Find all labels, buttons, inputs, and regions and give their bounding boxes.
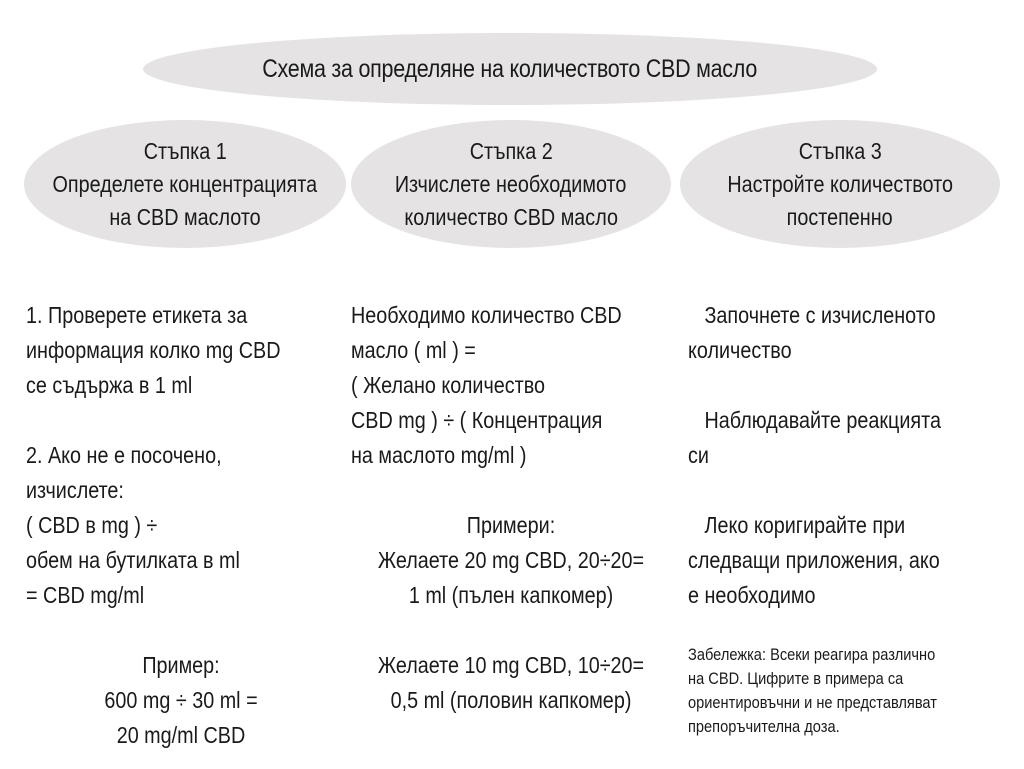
examples-heading: Примери: xyxy=(466,512,556,538)
note-line: Забележка: Всеки реагира различно xyxy=(688,645,936,664)
example-line: 20 mg/ml CBD xyxy=(116,722,246,748)
formula-line: ( CBD в mg ) ÷ xyxy=(26,512,158,538)
page-title: Схема за определяне на количеството CBD масло xyxy=(262,54,758,83)
formula-line: = CBD mg/ml xyxy=(26,582,145,608)
step-1-header xyxy=(24,120,346,248)
instruction-line: Леко коригирайте при xyxy=(688,512,906,538)
example-line: Желаете 10 mg CBD, 10÷20= xyxy=(377,652,645,678)
step-3-label: Стъпка 3 xyxy=(798,137,882,164)
title-banner xyxy=(143,33,877,105)
instruction-line: 1. Проверете етикета за xyxy=(26,302,248,328)
formula-line: ( Желано количество xyxy=(351,372,545,398)
step-1-title-line2: на CBD маслото xyxy=(109,203,261,230)
formula-line: масло ( ml ) = xyxy=(351,337,476,363)
step-3-header xyxy=(680,120,1000,248)
instruction-line: информация колко mg CBD xyxy=(26,337,281,363)
step-1-content xyxy=(26,298,336,753)
step-2-title-line1: Изчислете необходимото xyxy=(395,170,627,197)
formula-line: обем на бутилката в ml xyxy=(26,547,240,573)
instruction-line: следващи приложения, ако xyxy=(688,547,940,573)
step-2-label: Стъпка 2 xyxy=(469,137,553,164)
instruction-line: изчислете: xyxy=(26,477,124,503)
note-line: препоръчителна доза. xyxy=(688,717,840,736)
instruction-line: 2. Ако не е посочено, xyxy=(26,442,222,468)
step-3-title-line1: Настройте количеството xyxy=(727,170,953,197)
step-2-title-line2: количество CBD масло xyxy=(404,203,618,230)
instruction-line: си xyxy=(688,442,709,468)
formula-line: на маслото mg/ml ) xyxy=(351,442,527,468)
example-line: 600 mg ÷ 30 ml = xyxy=(104,687,258,713)
instruction-line: Наблюдавайте реакцията xyxy=(688,407,941,433)
step-3-title-line2: постепенно xyxy=(786,203,893,230)
example-heading: Пример: xyxy=(142,652,220,678)
instruction-line: Започнете с изчисленото xyxy=(688,302,936,328)
step-1-label: Стъпка 1 xyxy=(143,137,227,164)
step-1-title-line1: Определете концентрацията xyxy=(52,170,318,197)
step-2-header xyxy=(351,120,671,248)
instruction-line: се съдържа в 1 ml xyxy=(26,372,193,398)
step-3-content xyxy=(688,298,1008,739)
formula-line: Необходимо количество CBD xyxy=(351,302,622,328)
note-line: ориентировъчни и не представляват xyxy=(688,693,937,712)
example-line: 0,5 ml (половин капкомер) xyxy=(390,687,632,713)
disclaimer-note xyxy=(688,643,1008,739)
example-line: Желаете 20 mg CBD, 20÷20= xyxy=(377,547,645,573)
instruction-line: е необходимо xyxy=(688,582,816,608)
instruction-line: количество xyxy=(688,337,792,363)
example-line: 1 ml (пълен капкомер) xyxy=(408,582,614,608)
note-line: на CBD. Цифрите в примера са xyxy=(688,669,904,688)
step-2-content xyxy=(351,298,671,718)
formula-line: CBD mg ) ÷ ( Концентрация xyxy=(351,407,603,433)
